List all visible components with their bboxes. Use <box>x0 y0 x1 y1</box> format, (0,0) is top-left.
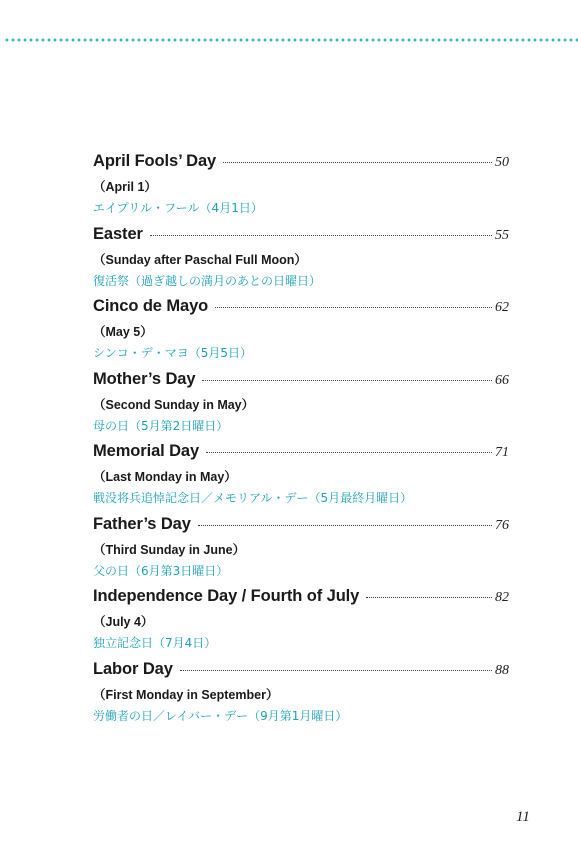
entry-japanese-title: 戦没将兵追悼記念日／メモリアル・デー（5月最終月曜日） <box>93 491 413 505</box>
entry-title: Mother’s Day <box>93 369 196 388</box>
entry-page-number: 88 <box>495 662 509 678</box>
entry-title: Independence Day / Fourth of July <box>93 587 360 605</box>
entry-title-row <box>93 297 509 321</box>
entry-title: Father’s Day <box>93 514 191 533</box>
entry-title: Memorial Day <box>93 442 200 460</box>
entry-date: （Second Sunday in May） <box>93 397 255 412</box>
entry-page-number: 82 <box>495 590 509 605</box>
entry-page-number: 76 <box>495 517 509 533</box>
entry-title-row <box>93 660 509 684</box>
entry-title-row <box>93 370 509 394</box>
entry-japanese-title: 独立記念日（7月4日） <box>93 636 217 650</box>
entry-page-number: 71 <box>495 445 509 460</box>
entry-title-row <box>93 515 509 539</box>
toc-entry-easter[interactable] <box>93 225 509 298</box>
entry-title-row <box>93 587 509 611</box>
toc-entry-fathers-day[interactable] <box>93 515 509 588</box>
dot-leader <box>215 306 492 308</box>
entry-title-row <box>93 225 509 249</box>
toc-entry-labor-day[interactable] <box>93 660 509 733</box>
toc-entry-mothers-day[interactable] <box>93 370 509 443</box>
entry-japanese-title: 復活祭（過ぎ越しの満月のあとの日曜日） <box>93 273 322 288</box>
dot-leader <box>180 669 492 671</box>
entry-date: （May 5） <box>93 325 153 339</box>
entry-date: （Last Monday in May） <box>93 470 237 484</box>
dot-leader <box>366 596 492 598</box>
toc-entry-independence-day[interactable] <box>93 587 509 660</box>
entry-title-row <box>93 442 509 466</box>
entry-japanese-title: 母の日（5月第2日曜日） <box>93 418 229 433</box>
toc-entry-memorial-day[interactable] <box>93 442 509 515</box>
dot-leader <box>150 234 492 236</box>
entry-japanese-title: シンコ・デ・マヨ（5月5日） <box>93 346 252 360</box>
entry-date: （First Monday in September） <box>93 687 279 702</box>
dot-leader <box>198 524 492 526</box>
entry-page-number: 62 <box>495 300 509 315</box>
entry-page-number: 55 <box>495 227 509 243</box>
dot-leader <box>223 161 492 163</box>
entry-date: （Sunday after Paschal Full Moon） <box>93 252 307 267</box>
entry-title-row <box>93 152 509 176</box>
table-of-contents <box>93 152 509 732</box>
entry-title: Labor Day <box>93 659 173 678</box>
entry-japanese-title: 父の日（6月第3日曜日） <box>93 563 229 578</box>
entry-date: （July 4） <box>93 615 154 629</box>
entry-page-number: 50 <box>495 155 509 170</box>
entry-title: Easter <box>93 224 143 243</box>
page-number: 11 <box>516 809 530 825</box>
entry-japanese-title: エイプリル・フール（4月1日） <box>93 201 263 215</box>
entry-page-number: 66 <box>495 372 509 388</box>
dotted-top-border <box>4 38 578 42</box>
entry-japanese-title: 労働者の日／レイバー・デー（9月第1月曜日） <box>93 708 348 723</box>
toc-entry-cinco-de-mayo[interactable] <box>93 297 509 370</box>
entry-title: Cinco de Mayo <box>93 297 209 315</box>
entry-date: （April 1） <box>93 180 157 194</box>
dot-leader <box>206 451 492 453</box>
entry-date: （Third Sunday in June） <box>93 542 246 557</box>
toc-entry-april-fools[interactable] <box>93 152 509 225</box>
dot-leader <box>202 379 492 381</box>
entry-title: April Fools’ Day <box>93 152 217 170</box>
